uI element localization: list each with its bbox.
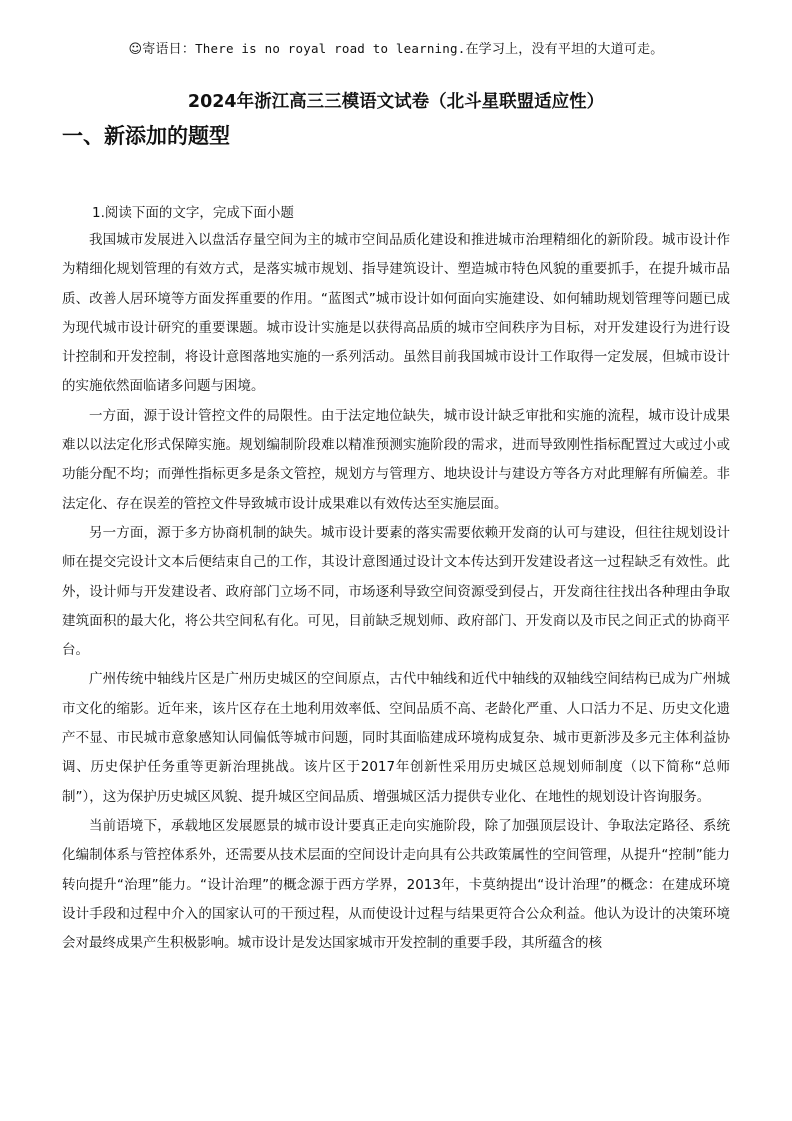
motto-prefix: ☺寄语日： — [128, 42, 196, 57]
passage-paragraph-1: 我国城市发展进入以盘活存量空间为主的城市空间品质化建设和推进城市治理精细化的新阶段。城市设计作为精细化规划管理的有效方式，是落实城市规划、指导建筑设计、塑造城市特色风貌的重要抓手，在提升城市品质、改善人居环境等方面发挥重要的作用。“蓝图式”城市设计如何面向实施建设、如何辅助规划管理等问题已成为现代城市设计研究的重要课题。城市设计实施是以获得高品质的城市空间秩序为目标，对开发建设行为进行设计控制和开发控制，将设计意图落地实施的一系列活动。虽然目前我国城市设计工作取得一定发展，但城市设计的实施依然面临诸多问题与困境。 — [62, 232, 730, 395]
passage-paragraph-5: 当前语境下，承载地区发展愿景的城市设计要真正走向实施阶段，除了加强顶层设计、争取法定路径、系统化编制体系与管控体系外，还需要从技术层面的空间设计走向具有公共政策属性的空间管理，从提升“控制”能力转向提升“治理”能力。“设计治理”的概念源于西方学界，2013年，卡莫纳提出“设计治理”的概念：在建成环境设计手段和过程中介入的国家认可的干预过程，从而使设计过程与结果更符合公众利益。他认为设计的决策环境会对最终成果产生积极影响。城市设计是发达国家城市开发控制的重要手段，其所蕴含的核 — [62, 817, 730, 952]
reading-passage — [62, 226, 730, 958]
motto-english: There is no royal road to learning. — [195, 41, 466, 56]
motto-chinese: 在学习上，没有平坦的大道可走。 — [465, 42, 664, 57]
motto-header — [0, 38, 792, 57]
passage-paragraph-3: 另一方面，源于多方协商机制的缺失。城市设计要素的落实需要依赖开发商的认可与建设，但往往规划设计师在提交完设计文本后便结束自己的工作，其设计意图通过设计文本传达到开发建设者这一过程缺乏有效性。此外，设计师与开发建设者、政府部门立场不同，市场逐利导致空间资源受到侵占，开发商往往找出各种理由争取建筑面积的最大化，将公共空间私有化。可见，目前缺乏规划师、政府部门、开发商以及市民之间正式的协商平台。 — [62, 524, 730, 659]
exam-title: 2024年浙江高三三模语文试卷（北斗星联盟适应性） — [187, 92, 605, 112]
section-heading: 一、新添加的题型 — [62, 124, 230, 148]
passage-paragraph-2: 一方面，源于设计管控文件的局限性。由于法定地位缺失，城市设计缺乏审批和实施的流程，城市设计成果难以以法定化形式保障实施。规划编制阶段难以精准预测实施阶段的需求，进而导致刚性指标配置过大或过小或功能分配不均；而弹性指标更多是条文管控，规划方与管理方、地块设计与建设方等各方对此理解有所偏差。非法定化、存在误差的管控文件导致城市设计成果难以有效传达至实施层面。 — [62, 407, 730, 512]
question-label: 1.阅读下面的文字，完成下面小题 — [92, 205, 294, 221]
passage-paragraph-4: 广州传统中轴线片区是广州历史城区的空间原点，古代中轴线和近代中轴线的双轴线空间结构已成为广州城市文化的缩影。近年来，该片区存在土地利用效率低、空间品质不高、老龄化严重、人口活力不足、历史文化遗产不显、市民城市意象感知认同偏低等城市问题，同时其面临建成环境构成复杂、城市更新涉及多元主体利益协调、历史保护任务重等更新治理挑战。该片区于2017年创新性采用历史城区总规划师制度（以下简称“总师制”），这为保护历史城区风貌、提升城区空间品质、增强城区活力提供专业化、在地性的规划设计咨询服务。 — [62, 671, 730, 805]
